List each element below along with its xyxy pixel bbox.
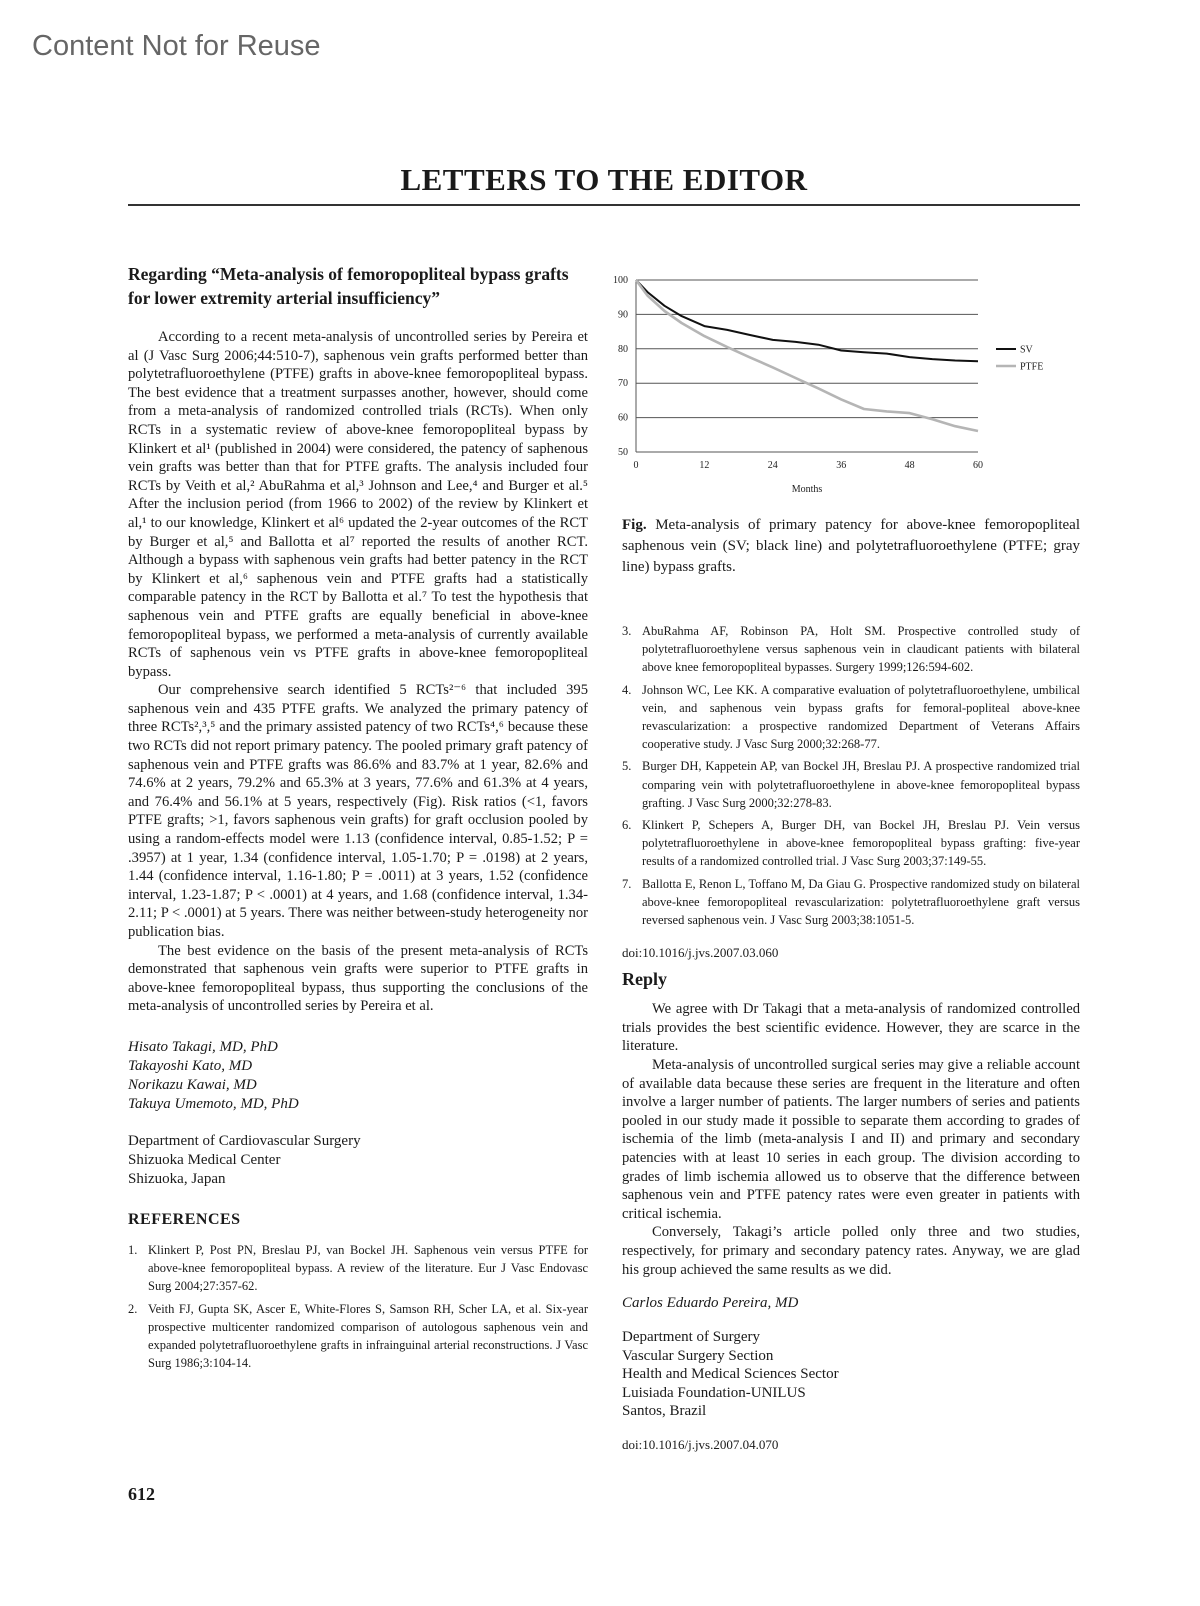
x-tick-label: 24 bbox=[767, 460, 778, 471]
reference-number: 6. bbox=[622, 818, 632, 833]
letter-paragraph-3: The best evidence on the basis of the present meta-analysis of RCTs demonstrated that saphenous vein grafts were superior to PTFE grafts in above-knee femoropopliteal bypass, thus supporting the conclusions of the meta-analysis of uncontrolled series by Pereira et al. bbox=[128, 942, 588, 1015]
reference-list-right bbox=[622, 622, 1080, 929]
affiliation-line: Department of Cardiovascular Surgery bbox=[128, 1132, 361, 1149]
affiliation-line: Health and Medical Sciences Sector bbox=[622, 1366, 839, 1383]
reply-paragraph-3: Conversely, Takagi’s article polled only three and two studies, respectively, for primary and secondary patency rates. Anyway, we are glad his group achieved the same results as we did. bbox=[622, 1224, 1080, 1278]
reference-text: AbuRahma AF, Robinson PA, Holt SM. Prospective controlled study of polytetrafluoroethylene versus saphenous vein in claudicant patients with bilateral above knee femoropopliteal bypasses. Surgery 1999;126:594-602. bbox=[642, 624, 1080, 675]
ptfe-series-line bbox=[636, 280, 978, 431]
figure-caption-text: Meta-analysis of primary patency for above-knee femoropopliteal saphenous vein (SV; black line) and polytetrafluoroethylene (PTFE; gray line) bypass grafts. bbox=[622, 517, 1080, 575]
author-affiliation bbox=[128, 1132, 588, 1189]
x-tick-label: 60 bbox=[973, 460, 983, 471]
reference-text: Klinkert P, Schepers A, Burger DH, van Bockel JH, Breslau PJ. Vein versus polytetrafluoroethylene in above-knee femoropopliteal bypass grafting: five-year results of a randomized controlled trial. J Vasc Surg 2003;37:149-55. bbox=[642, 818, 1080, 869]
reference-text: Burger DH, Kappetein AP, van Bockel JH, Breslau PJ. A prospective randomized trial comparing vein with polytetrafluoroethylene in above-knee femoropopliteal bypass grafting. J Vasc Surg 2000;32:278-83. bbox=[642, 759, 1080, 810]
letter-doi: doi:10.1016/j.jvs.2007.03.060 bbox=[622, 945, 779, 961]
section-title: LETTERS TO THE EDITOR bbox=[400, 162, 808, 197]
figure-label: Fig. bbox=[622, 517, 647, 533]
reference-text: Klinkert P, Post PN, Breslau PJ, van Bockel JH. Saphenous vein versus PTFE for above-knee femoropopliteal bypass. A review of the literature. Eur J Vasc Endovasc Surg 2004;27:357-62. bbox=[148, 1242, 588, 1294]
legend-label: PTFE bbox=[1020, 361, 1044, 373]
reference-item bbox=[622, 816, 1080, 871]
reply-doi: doi:10.1016/j.jvs.2007.04.070 bbox=[622, 1436, 779, 1452]
reference-number: 5. bbox=[622, 759, 632, 774]
reference-number: 1. bbox=[128, 1242, 138, 1257]
letter-title: Regarding “Meta-analysis of femoropopliteal bypass grafts for lower extremity arterial insufficiency” bbox=[128, 264, 569, 308]
reference-number: 2. bbox=[128, 1301, 138, 1316]
reply-paragraph-2: Meta-analysis of uncontrolled surgical series may give a reliable account of available data because these series are frequent in the literature and often involve a larger number of patients. The larger numbers of series and patients pooled in our study made it possible to separate them according to grades of ischemia of the limb (meta-analysis I and II) and primary and secondary patencies with at least 10 series in each group. The division according to grades of limb ischemia allowed us to observe that the difference between saphenous vein and PTFE patency rates were even greater in patients with critical ischemia. bbox=[622, 1057, 1080, 1222]
reference-item bbox=[622, 875, 1080, 930]
reply-paragraph-1: We agree with Dr Takagi that a meta-analysis of randomized controlled trials provides the best scientific evidence. However, they are scarce in the literature. bbox=[622, 1001, 1080, 1055]
left-column bbox=[128, 262, 588, 1376]
letter-paragraph-1: According to a recent meta-analysis of uncontrolled series by Pereira et al (J Vasc Surg 2006;44:510-7), saphenous vein grafts performed better than polytetrafluoroethylene (PTFE) grafts in above-knee femoropopliteal bypass. The best evidence that a treatment surpasses another, however, should come from a meta-analysis of randomized controlled trials (RCTs). When only RCTs in a systematic review of above-knee femoropopliteal bypass by Klinkert et al¹ (published in 2004) were considered, the patency of saphenous vein grafts was better than that for PTFE grafts. The analysis included four RCTs by Veith et al,² AbuRahma et al,³ Johnson and Lee,⁴ and Burger et al.⁵ After the inclusion period (from 1966 to 2002) of the review by Klinkert et al,¹ to our knowledge, Klinkert et al⁶ updated the 2-year outcomes of the RCT by Burger et al,⁵ and Ballotta et al⁷ reported the results of another RCT. Although a bypass with saphenous vein grafts had better patency in the RCT by Klinkert et al,⁶ saphenous vein and PTFE grafts had a statistically comparable patency in the RCT by Ballotta et al.⁷ To test the hypothesis that saphenous vein and PTFE grafts are equally beneficial in above-knee femoropopliteal bypass, we performed a meta-analysis of currently available RCTs of saphenous vein vs PTFE grafts in above-knee femoropopliteal bypass. bbox=[128, 329, 588, 680]
reference-number: 7. bbox=[622, 876, 632, 891]
page-number: 612 bbox=[128, 1484, 155, 1504]
affiliation-line: Luisiada Foundation-UNILUS bbox=[622, 1384, 806, 1401]
y-tick-label: 100 bbox=[613, 275, 628, 286]
reply-affiliation bbox=[622, 1328, 1080, 1421]
reply-signature: Carlos Eduardo Pereira, MD bbox=[622, 1295, 799, 1312]
y-tick-label: 80 bbox=[618, 343, 628, 355]
patency-line-chart bbox=[613, 272, 1080, 497]
reference-number: 3. bbox=[622, 624, 632, 638]
reference-item bbox=[622, 622, 1080, 677]
reference-text: Ballotta E, Renon L, Toffano M, Da Giau G. Prospective randomized study on bilateral above-knee femoropopliteal revascularization: polytetrafluoroethylene graft versus reversed saphenous vein. J Vasc Surg 2003;38:1051-5. bbox=[642, 876, 1080, 928]
references-heading: REFERENCES bbox=[128, 1210, 241, 1228]
y-tick-label: 60 bbox=[618, 412, 628, 424]
figure-caption bbox=[622, 515, 1080, 578]
x-tick-label: 12 bbox=[699, 460, 710, 471]
x-tick-label: 48 bbox=[904, 460, 915, 471]
x-tick-label: 36 bbox=[836, 460, 847, 471]
author-name: Takuya Umemoto, MD, PhD bbox=[128, 1095, 299, 1112]
y-tick-label: 90 bbox=[618, 309, 628, 321]
affiliation-line: Department of Surgery bbox=[622, 1329, 761, 1346]
y-tick-label: 50 bbox=[618, 447, 628, 458]
reference-item bbox=[622, 681, 1080, 754]
author-name: Takayoshi Kato, MD bbox=[128, 1057, 253, 1074]
affiliation-line: Shizuoka, Japan bbox=[128, 1170, 226, 1187]
reference-item bbox=[622, 757, 1080, 812]
y-tick-label: 70 bbox=[618, 378, 628, 390]
reference-text: Johnson WC, Lee KK. A comparative evaluation of polytetrafluoroethylene, umbilical vein, and saphenous vein bypass grafts for femoral-popliteal above-knee revascularization: a prospective randomized Department of Veterans Affairs cooperative study. J Vasc Surg 2000;32:268-77. bbox=[642, 682, 1080, 752]
legend-label: SV bbox=[1020, 344, 1033, 356]
affiliation-line: Vascular Surgery Section bbox=[622, 1347, 774, 1364]
author-list bbox=[128, 1038, 588, 1114]
x-tick-label: 0 bbox=[633, 460, 639, 471]
author-name: Hisato Takagi, MD, PhD bbox=[128, 1038, 278, 1055]
watermark: Content Not for Reuse bbox=[32, 30, 321, 62]
affiliation-line: Shizuoka Medical Center bbox=[128, 1151, 281, 1168]
reference-item bbox=[128, 1300, 588, 1373]
reference-item bbox=[128, 1241, 588, 1296]
x-axis-label: Months bbox=[791, 484, 823, 495]
letter-paragraph-2: Our comprehensive search identified 5 RCTs²⁻⁶ that included 395 saphenous vein and 435 PTFE grafts. We analyzed the primary patency of three RCTs²,³,⁵ and the primary assisted patency of two RCTs⁴,⁶ because these two RCTs did not report primary patency. The pooled primary graft patency of saphenous vein and PTFE grafts was 86.6% and 83.7% at 1 year, 82.6% and 74.6% at 2 years, 79.2% and 65.3% at 3 years, 77.6% and 61.3% at 4 years, and 76.4% and 56.1% at 5 years, respectively (Fig). Risk ratios (<1, favors PTFE grafts; >1, favors saphenous vein grafts) for graft occlusion pooled by using a random-effects model were 1.13 (confidence interval, 0.85-1.52; P = .3957) at 1 year, 1.34 (confidence interval, 1.05-1.70; P = .0198) at 2 years, 1.44 (confidence interval, 1.16-1.80; P = .0011) at 3 years, 1.52 (confidence interval, 1.23-1.87; P < .0001) at 4 years, and 1.68 (confidence interval, 1.34-2.11; P < .0001) at 5 years. There was neither between-study heterogeneity nor publication bias. bbox=[128, 682, 588, 940]
reference-list-left bbox=[128, 1241, 588, 1372]
reference-number: 4. bbox=[622, 682, 632, 697]
affiliation-line: Santos, Brazil bbox=[622, 1403, 707, 1420]
reference-text: Veith FJ, Gupta SK, Ascer E, White-Flores S, Samson RH, Scher LA, et al. Six-year prospective multicenter randomized comparison of autologous saphenous vein and expanded polytetrafluoroethylene grafts in infrainguinal arterial reconstructions. J Vasc Surg 1986;3:104-14. bbox=[148, 1301, 588, 1371]
reply-heading: Reply bbox=[622, 969, 667, 990]
author-name: Norikazu Kawai, MD bbox=[128, 1076, 257, 1093]
right-column bbox=[613, 272, 1080, 1453]
header-rule bbox=[128, 204, 1080, 206]
